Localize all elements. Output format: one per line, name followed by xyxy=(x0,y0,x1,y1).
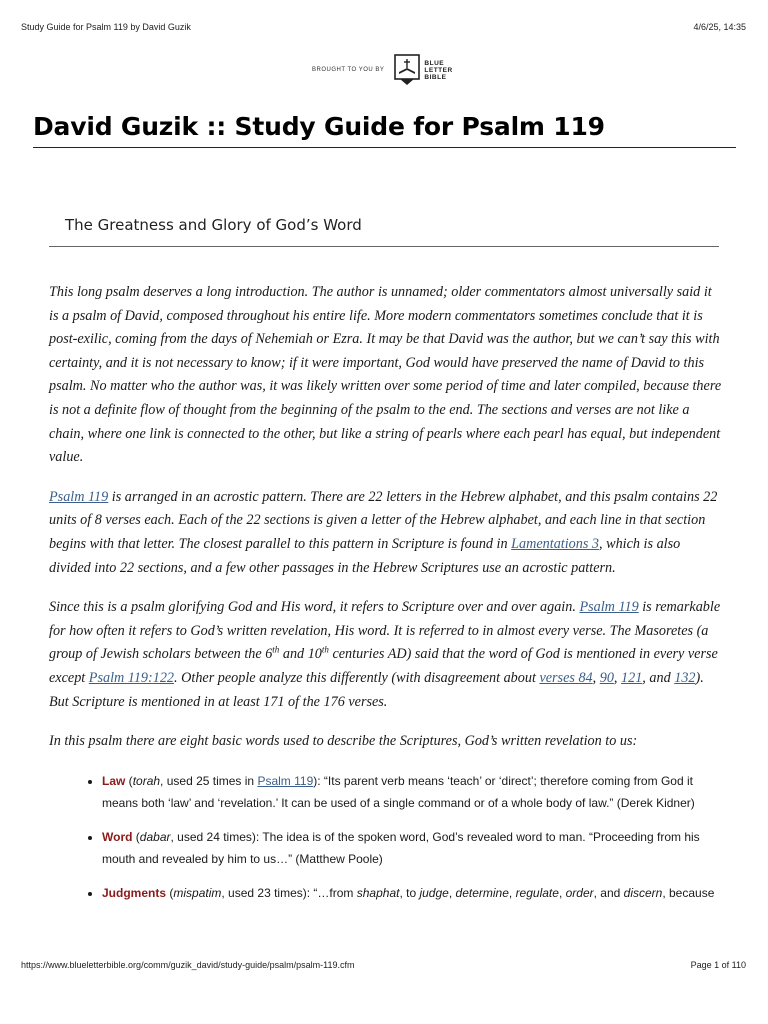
scripture-words-list xyxy=(49,770,724,904)
blue-letter-bible-wordmark xyxy=(424,60,452,81)
print-datetime: 4/6/25, 14:35 xyxy=(693,22,746,32)
logo-line-1: BLUE xyxy=(424,59,445,67)
psalm-119-link[interactable]: Psalm 119 xyxy=(49,488,109,505)
intro-paragraph-2: Psalm 119 is arranged in an acrostic pattern. There are 22 letters in the Hebrew alphabet, and this psalm contains 22 units of 8 verses each. Each of the 22 sections is given a letter of the Hebrew alphabet, and each line in that section begins with that letter. The closest parallel to this pattern in Scripture is found in Lamentations 3, which is also divided into 22 sections, and a few other passages in the Hebrew Scriptures use an acrostic pattern. xyxy=(49,488,718,576)
verse-132-link[interactable]: 132 xyxy=(674,669,696,686)
verse-90-link[interactable]: 90 xyxy=(599,669,614,686)
psalm-119-link[interactable]: Psalm 119 xyxy=(257,773,314,788)
page-number: Page 1 of 110 xyxy=(690,960,746,970)
logo-line-3: BIBLE xyxy=(424,73,447,81)
title-divider xyxy=(33,147,736,148)
page-title: David Guzik :: Study Guide for Psalm 119 xyxy=(33,112,605,141)
list-item: • Word (dabar, used 24 times): The idea is of the spoken word, God’s revealed word to man. “Proceeding from his mouth and revealed by him to us…” (Matthew Poole) xyxy=(102,826,724,870)
term-law: Law xyxy=(102,773,126,788)
print-header xyxy=(21,22,746,32)
logo-line-2: LETTER xyxy=(424,66,453,74)
print-doc-title: Study Guide for Psalm 119 by David Guzik xyxy=(21,22,191,32)
main-content xyxy=(49,281,724,916)
intro-paragraph-4: In this psalm there are eight basic words used to describe the Scriptures, God’s written revelation to us: xyxy=(49,733,638,750)
verses-84-link[interactable]: verses 84 xyxy=(539,669,593,686)
verse-121-link[interactable]: 121 xyxy=(621,669,643,686)
brought-to-you-text: BROUGHT TO YOU BY xyxy=(312,67,385,73)
brought-to-you-banner[interactable] xyxy=(312,54,453,86)
print-footer xyxy=(21,960,746,970)
term-judgments: Judgments xyxy=(102,885,167,900)
section-subtitle: The Greatness and Glory of God’s Word xyxy=(65,216,362,234)
intro-paragraph-3: Since this is a psalm glorifying God and His word, it refers to Scripture over and over again. Psalm 119 is remarkable for how often it refers to God’s written revelation, His word. It is referred to in almost every verse. The Masoretes (a group of Jewish scholars between the 6th and 10th centuries AD) said that the word of God is mentioned in every verse except Psalm 119:122. Other people analyze this differently (with disagreement about verses 84, 90, 121, and 132). But Scripture is mentioned in at least 171 of the 176 verses. xyxy=(49,599,721,710)
list-item: • Law (torah, used 25 times in Psalm 119): “Its parent verb means ‘teach’ or ‘direct’; therefore coming from God it means both ‘law’ and ‘revelation.’ It can be used of a single command or of a whole body of law.” (Derek Kidner) xyxy=(102,770,724,814)
psalm-119-122-link[interactable]: Psalm 119:122 xyxy=(88,669,175,686)
list-item: • Judgments (mispatim, used 23 times): “…from shaphat, to judge, determine, regulate, order, and discern, because xyxy=(102,882,724,904)
psalm-119-link[interactable]: Psalm 119 xyxy=(579,599,639,616)
intro-paragraph-1: This long psalm deserves a long introduction. The author is unnamed; older commentators almost universally said it is a psalm of David, composed throughout his entire life. More modern commentators sometimes conclude that it is post-exilic, coming from the days of Nehemiah or Ezra. It may be that David was the author, but we can’t say this with certainty, and it is not necessary to know; if it were important, God would have preserved the name of David to this psalm. No matter who the author was, it was likely written over some period of time and later compiled, because there is not a definite flow of thought from the beginning of the psalm to the end. The sections and verses are not like a chain, where one link is connected to the other, but like a string of pearls where each pearl has equal, but independent value. xyxy=(49,284,722,466)
lamentations-3-link[interactable]: Lamentations 3 xyxy=(511,535,600,552)
print-url: https://www.blueletterbible.org/comm/guzik_david/study-guide/psalm/psalm-119.cfm xyxy=(21,960,355,970)
subtitle-divider xyxy=(49,246,719,247)
blue-letter-bible-logo-icon xyxy=(394,54,420,86)
term-word: Word xyxy=(102,829,133,844)
